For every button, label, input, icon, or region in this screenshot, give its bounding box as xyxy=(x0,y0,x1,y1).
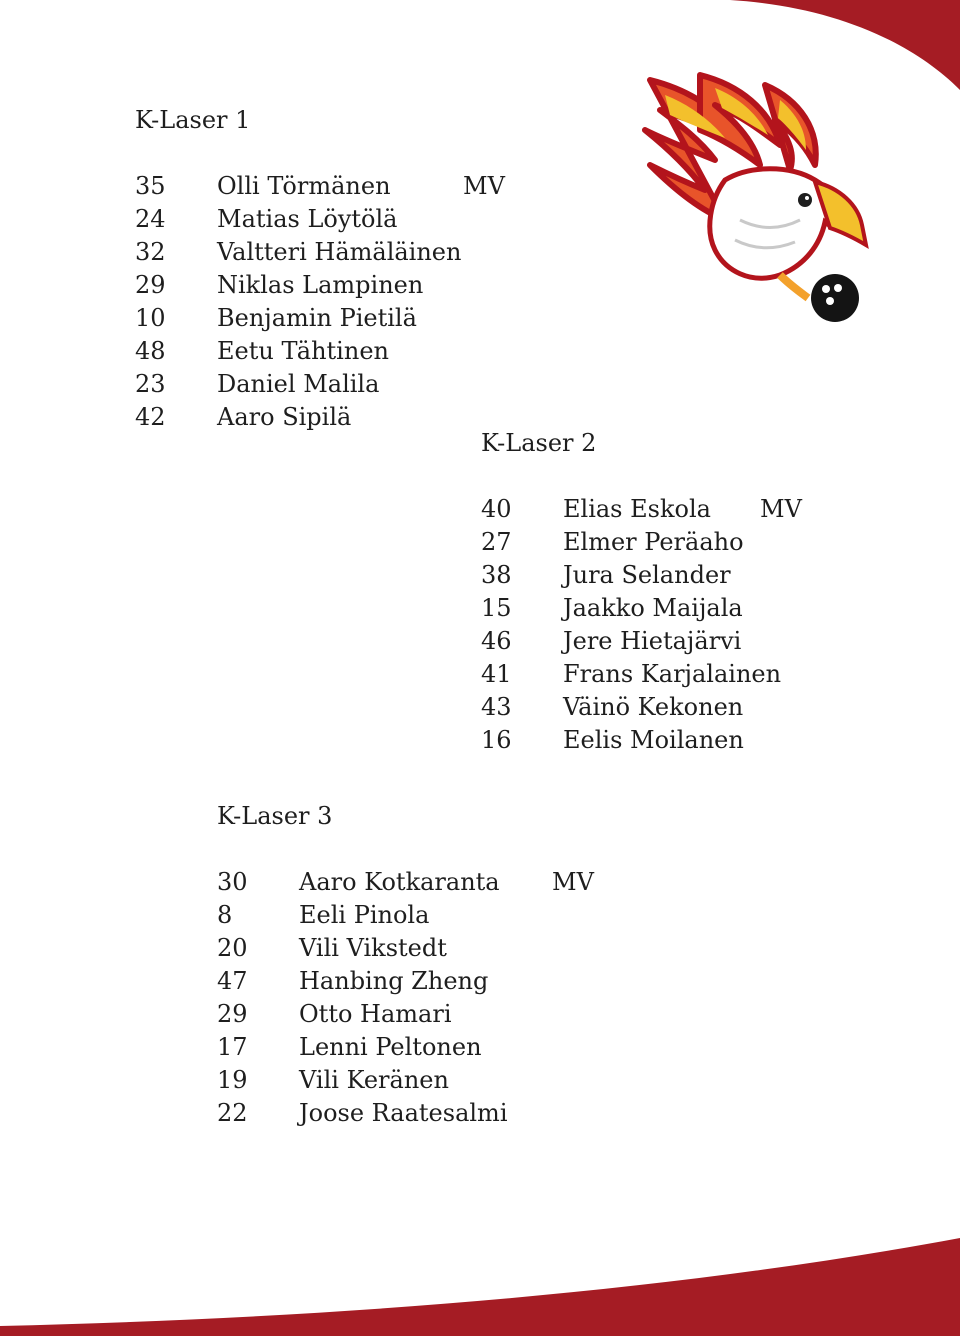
flaming-eagle-mascot-icon xyxy=(630,70,870,330)
player-name: Aaro Sipilä xyxy=(217,403,352,431)
player-name: Eelis Moilanen xyxy=(563,726,744,754)
player-row xyxy=(481,625,742,658)
goalkeeper-tag: MV xyxy=(463,172,505,200)
player-number: 46 xyxy=(481,627,512,655)
roster-k-laser-1 xyxy=(135,104,505,434)
player-number: 24 xyxy=(135,205,166,233)
goalkeeper-tag: MV xyxy=(760,495,802,523)
player-row xyxy=(217,1097,508,1130)
player-row xyxy=(217,899,430,932)
player-name: Aaro Kotkaranta xyxy=(299,868,500,896)
player-name: Vili Keränen xyxy=(299,1066,449,1094)
player-number: 38 xyxy=(481,561,512,589)
player-row xyxy=(481,691,744,724)
roster-title: K-Laser 2 xyxy=(481,429,597,457)
player-number: 30 xyxy=(217,868,248,896)
player-row xyxy=(135,302,417,335)
player-number: 29 xyxy=(135,271,166,299)
player-name: Jere Hietajärvi xyxy=(563,627,742,655)
player-number: 47 xyxy=(217,967,248,995)
player-row xyxy=(135,203,398,236)
player-row xyxy=(135,335,389,368)
player-list xyxy=(481,493,802,757)
player-number: 23 xyxy=(135,370,166,398)
player-number: 17 xyxy=(217,1033,248,1061)
player-name: Jura Selander xyxy=(563,561,731,589)
player-number: 15 xyxy=(481,594,512,622)
goalkeeper-tag: MV xyxy=(552,868,594,896)
roster-title: K-Laser 3 xyxy=(217,802,333,830)
player-name: Elias Eskola xyxy=(563,495,711,523)
player-row xyxy=(481,559,731,592)
player-name: Eetu Tähtinen xyxy=(217,337,389,365)
player-row xyxy=(217,1064,449,1097)
player-row xyxy=(217,932,447,965)
player-row xyxy=(135,401,352,434)
player-number: 29 xyxy=(217,1000,248,1028)
player-number: 27 xyxy=(481,528,512,556)
player-row xyxy=(217,998,452,1031)
player-row xyxy=(217,965,489,998)
player-row xyxy=(217,1031,482,1064)
player-row xyxy=(481,724,744,757)
player-number: 32 xyxy=(135,238,166,266)
player-number: 40 xyxy=(481,495,512,523)
player-row xyxy=(481,658,782,691)
player-name: Niklas Lampinen xyxy=(217,271,424,299)
roster-k-laser-2 xyxy=(481,427,802,757)
player-name: Otto Hamari xyxy=(299,1000,452,1028)
player-number: 41 xyxy=(481,660,512,688)
player-name: Valtteri Hämäläinen xyxy=(217,238,462,266)
player-name: Elmer Peräaho xyxy=(563,528,744,556)
player-number: 22 xyxy=(217,1099,248,1127)
player-number: 35 xyxy=(135,172,166,200)
player-name: Daniel Malila xyxy=(217,370,380,398)
bottom-swoosh xyxy=(0,1238,960,1336)
player-name: Matias Löytölä xyxy=(217,205,398,233)
roster-title: K-Laser 1 xyxy=(135,106,251,134)
player-number: 10 xyxy=(135,304,166,332)
player-name: Benjamin Pietilä xyxy=(217,304,417,332)
player-row xyxy=(135,269,424,302)
player-name: Olli Törmänen xyxy=(217,172,391,200)
player-name: Eeli Pinola xyxy=(299,901,430,929)
player-row xyxy=(481,592,743,625)
player-row xyxy=(135,170,505,203)
player-row xyxy=(481,526,744,559)
player-name: Hanbing Zheng xyxy=(299,967,489,995)
player-name: Joose Raatesalmi xyxy=(299,1099,508,1127)
player-number: 16 xyxy=(481,726,512,754)
player-list xyxy=(135,170,505,434)
player-name: Vili Vikstedt xyxy=(299,934,447,962)
player-number: 8 xyxy=(217,901,233,929)
player-list xyxy=(217,866,594,1130)
player-row xyxy=(135,368,380,401)
roster-k-laser-3 xyxy=(217,800,594,1130)
player-name: Väinö Kekonen xyxy=(563,693,744,721)
player-name: Jaakko Maijala xyxy=(563,594,743,622)
player-row xyxy=(135,236,462,269)
player-number: 20 xyxy=(217,934,248,962)
player-name: Frans Karjalainen xyxy=(563,660,782,688)
player-number: 19 xyxy=(217,1066,248,1094)
player-number: 43 xyxy=(481,693,512,721)
player-number: 48 xyxy=(135,337,166,365)
player-number: 42 xyxy=(135,403,166,431)
player-row xyxy=(481,493,802,526)
player-row xyxy=(217,866,594,899)
player-name: Lenni Peltonen xyxy=(299,1033,482,1061)
